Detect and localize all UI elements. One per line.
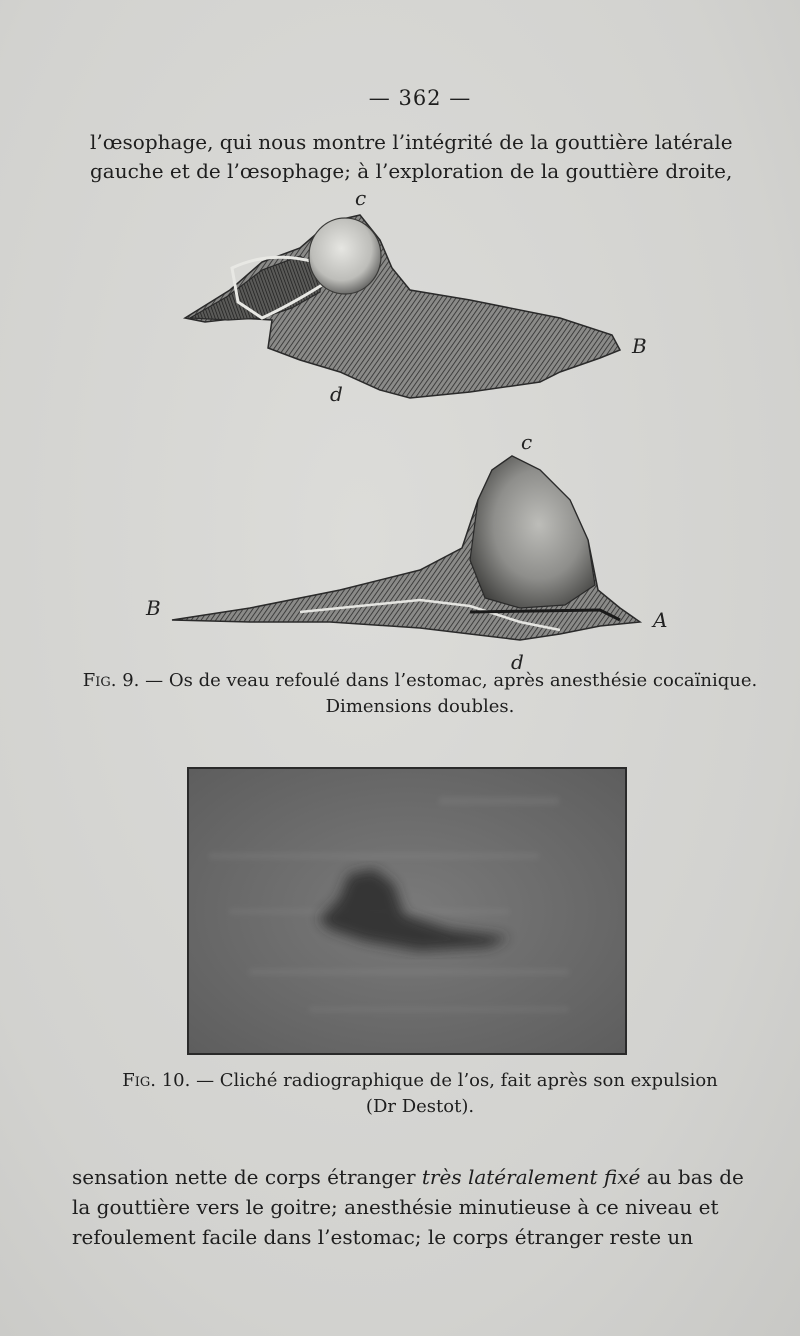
lower-bone-drawing	[172, 456, 640, 640]
top-paragraph-line-2: gauche et de l’œsophage; à l’exploration de la gouttière droite,	[90, 159, 733, 183]
figure-10-caption-label: Fig. 10.	[122, 1070, 191, 1091]
figure-9-label-lower-A: A	[653, 608, 668, 632]
page-number: — 362 —	[368, 86, 472, 110]
figure-10-radiograph	[187, 767, 627, 1055]
bottom-line-1-italic: très latéralement fixé	[421, 1165, 641, 1189]
figure-9-illustration	[0, 0, 800, 660]
bottom-paragraph-line-1	[72, 1162, 744, 1192]
figure-9-caption	[60, 668, 780, 720]
figure-10-caption-line-2: (Dr Destot).	[365, 1096, 475, 1117]
figure-9-label-lower-B: B	[146, 596, 161, 620]
bottom-paragraph	[72, 1162, 744, 1252]
radiograph-image	[189, 769, 625, 1053]
bottom-paragraph-line-3: refoulement facile dans l’estomac; le corps étranger reste un	[72, 1225, 694, 1249]
figure-9-label-upper-d: d	[330, 382, 343, 406]
top-paragraph-line-1: l’œsophage, qui nous montre l’intégrité de la gouttière latérale	[90, 130, 733, 154]
figure-9-caption-text: — Os de veau refoulé dans l’estomac, après anesthésie cocaïnique.	[139, 670, 758, 691]
figure-9-label-lower-d: d	[511, 650, 524, 674]
upper-bone-drawing	[185, 215, 620, 398]
figure-9-label-upper-c: c	[355, 186, 367, 210]
bottom-paragraph-line-2: la gouttière vers le goitre; anesthésie minutieuse à ce niveau et	[72, 1195, 719, 1219]
figure-9-label-lower-c: c	[521, 430, 533, 454]
figure-9-label-upper-B: B	[632, 334, 647, 358]
figure-10-caption-text: — Cliché radiographique de l’os, fait après son expulsion	[190, 1070, 718, 1091]
figure-10-caption	[60, 1068, 780, 1120]
figure-9-caption-line-2: Dimensions doubles.	[325, 696, 515, 717]
bottom-line-1-end: au bas de	[640, 1165, 744, 1189]
bottom-line-1-start: sensation nette de corps étranger	[72, 1165, 422, 1189]
figure-9-caption-label: Fig. 9.	[82, 670, 140, 691]
